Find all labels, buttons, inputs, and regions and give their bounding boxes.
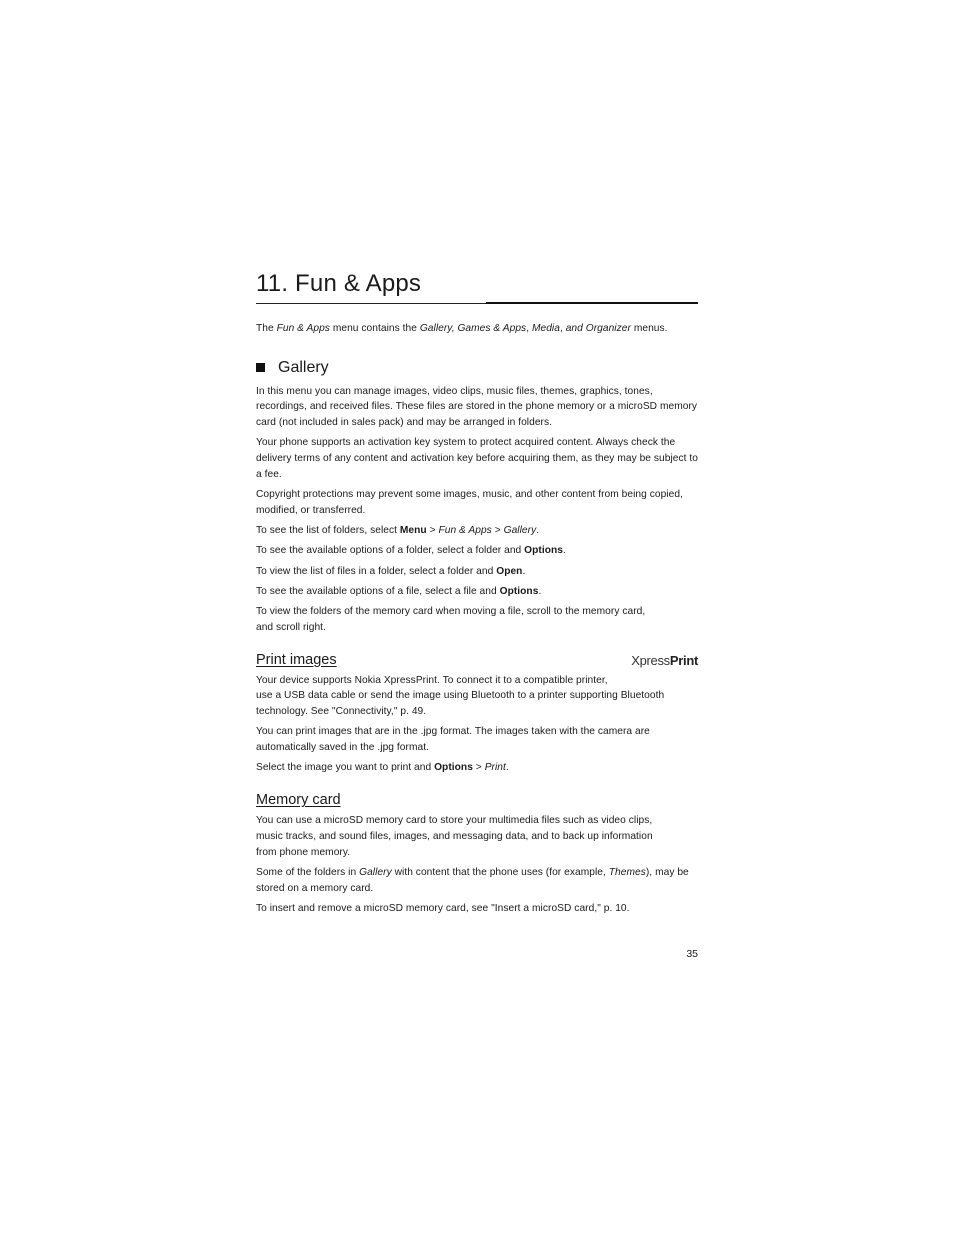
logo-light-part: Xpress [631,652,670,668]
print-paragraph-2: You can print images that are in the .jpg format. The images taken with the camera are automatically saved in the .jpg format. [256,726,650,754]
paragraph-line: You can use a microSD memory card to store your multimedia files such as video clips, [256,815,653,827]
chapter-rule-thin [256,303,486,304]
paragraph-text: with content that the phone uses (for example, [391,866,609,878]
softkey-options: Options [524,545,563,557]
paragraph-text: > [472,762,485,774]
paragraph-text: Some of the folders in [256,866,360,878]
paragraph-text: . [563,545,566,557]
intro-text: The [256,323,277,334]
paragraph-line: music tracks, and sound files, images, and messaging data, and to back up information [256,830,653,842]
paragraph-text: To view the list of files in a folder, select a folder and [256,565,497,577]
intro-text: menu contains the [329,323,420,334]
xpressprint-logo [631,654,698,668]
intro-paragraph [256,321,698,337]
paragraph-text: To see the available options of a folder, select a folder and [256,545,525,557]
paragraph-text: . [505,762,509,774]
paragraph-text: . [538,586,542,597]
paragraph-text: To see the list of folders, select [256,525,400,537]
paragraph-text: > [491,525,504,537]
logo-bold-part: Print [669,652,698,668]
softkey-open: Open [496,565,523,577]
paragraph-text: ), may be stored on a memory card. [256,866,689,894]
gallery-paragraph-6 [256,564,698,580]
print-images-heading-row [256,651,698,669]
gallery-paragraph-2: Your phone supports an activation key system to protect acquired content. Always check the delivery terms of any content and activation key before acquiring them, as they may be subject to a fee. [256,437,699,480]
paragraph-line: from phone memory. [256,846,351,858]
intro-text: menus. [630,323,668,334]
print-paragraph-1 [256,673,698,720]
menu-path-item: Print [484,762,506,774]
chapter-rule [256,302,698,304]
menu-path-item: Fun & Apps [438,525,492,537]
gallery-paragraph-7 [256,584,698,600]
paragraph-line: Your device supports Nokia XpressPrint. To connect it to a compatible printer, [256,674,608,686]
print-paragraph-3 [256,760,698,776]
chapter-title: 11. Fun & Apps [256,270,422,297]
intro-menu-name: Gallery, Games & Apps [419,323,527,334]
intro-text: , [559,323,566,334]
gallery-paragraph-5 [256,543,698,559]
section-heading-gallery [256,358,698,378]
paragraph-text: > [426,525,439,537]
square-bullet-icon [256,363,265,372]
paragraph-text: . [522,565,526,577]
softkey-menu: Menu [399,525,427,537]
sub-heading-memory-card: Memory card [256,792,341,809]
section-heading-label: Gallery [278,358,329,376]
menu-path-item: Gallery [359,866,392,878]
intro-menu-name: Media [531,323,560,334]
memory-paragraph-1 [256,813,698,860]
paragraph-line: use a USB data cable or send the image using Bluetooth to a printer supporting Bluetooth technology. See "Connectivity," p. 49. [256,690,665,718]
intro-text: , [526,323,532,334]
softkey-options: Options [499,586,539,597]
menu-path-item: Gallery [503,525,537,537]
page-content [256,266,698,921]
page-number: 35 [686,948,698,960]
gallery-paragraph-1: In this menu you can manage images, video clips, music files, themes, graphics, tones, recordings, and received files. These files are stored in the phone memory or a microSD memory card (not included in sales pack) and may be arranged in folders. [256,385,698,429]
softkey-options: Options [434,762,473,774]
paragraph-text: Select the image you want to print and [256,762,435,774]
menu-path-item: Themes [608,866,646,878]
intro-menu-name: and Organizer [565,323,631,334]
paragraph-text: To see the available options of a file, select a file and [256,586,500,597]
paragraph-line: To view the folders of the memory card when moving a file, scroll to the memory card, [256,606,646,618]
memory-paragraph-2 [256,865,698,896]
gallery-paragraph-3: Copyright protections may prevent some images, music, and other content from being copied, modified, or transferred. [256,489,683,516]
sub-heading-print-images: Print images [256,651,337,668]
chapter-rule-thick [486,302,698,304]
paragraph-text: . [536,525,540,537]
paragraph-line: and scroll right. [256,622,326,633]
intro-menu-name: Fun & Apps [276,323,330,334]
memory-paragraph-3: To insert and remove a microSD memory card, see "Insert a microSD card," p. 10. [256,902,630,914]
gallery-paragraph-8 [256,604,698,635]
gallery-paragraph-4 [256,523,698,539]
